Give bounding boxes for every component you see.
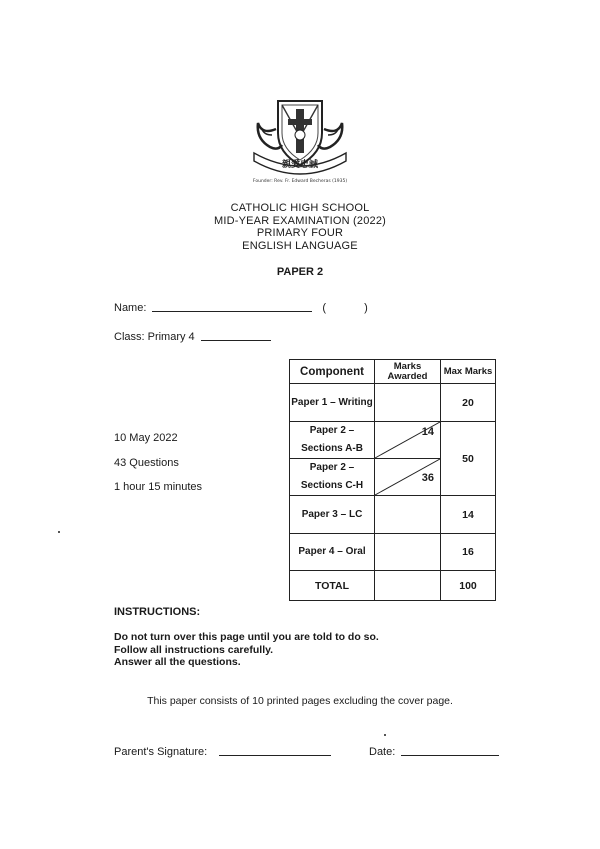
table-row xyxy=(290,534,496,571)
max-marks-cell: 16 xyxy=(441,534,496,571)
school-crest-logo xyxy=(248,95,352,187)
class-label: Class: Primary 4 xyxy=(114,331,195,343)
parent-signature-blank[interactable] xyxy=(219,754,331,756)
subject: ENGLISH LANGUAGE xyxy=(242,239,358,252)
date-label: Date: xyxy=(369,746,396,758)
row-component: Paper 4 – Oral xyxy=(290,534,375,571)
row-component: Paper 1 – Writing xyxy=(290,384,375,422)
crest-founder: Founder: Rev. Fr. Edward Becheras (1935) xyxy=(252,179,348,184)
max-marks-cell: 50 xyxy=(441,422,496,496)
row-component: Paper 2 – Sections A-B xyxy=(290,422,375,459)
instruction-line: Answer all the questions. xyxy=(114,656,241,668)
instruction-line: Do not turn over this page until you are told to do so. xyxy=(114,631,379,643)
instructions-list xyxy=(114,631,379,669)
max-marks-cell: 14 xyxy=(441,496,496,534)
class-field-row xyxy=(114,331,271,343)
header-marks-awarded: Marks Awarded xyxy=(375,360,441,384)
level: PRIMARY FOUR xyxy=(256,227,344,240)
marks-awarded-cell[interactable] xyxy=(375,496,441,534)
table-row xyxy=(290,422,496,459)
name-field-row xyxy=(114,302,368,314)
page-count-note: This paper consists of 10 printed pages excluding the cover page. xyxy=(147,695,453,707)
header-component: Component xyxy=(290,360,375,384)
exam-title: MID-YEAR EXAMINATION (2022) xyxy=(213,214,387,227)
exam-date: 10 May 2022 xyxy=(114,432,178,444)
parent-signature-label: Parent's Signature: xyxy=(114,746,208,758)
name-label: Name: xyxy=(114,302,147,314)
table-row xyxy=(290,496,496,534)
marks-awarded-cell[interactable] xyxy=(375,422,441,459)
scan-speck xyxy=(58,531,60,533)
exam-header xyxy=(0,202,600,252)
crest-motto: 親愛忠誠 xyxy=(281,160,319,170)
question-count: 43 Questions xyxy=(114,457,179,469)
total-awarded-cell[interactable] xyxy=(375,571,441,601)
total-label: TOTAL xyxy=(290,571,375,601)
exam-duration: 1 hour 15 minutes xyxy=(114,481,203,493)
school-name: CATHOLIC HIGH SCHOOL xyxy=(230,202,370,214)
total-row xyxy=(290,571,496,601)
name-blank[interactable] xyxy=(152,310,312,312)
sub-max-marks: 36 xyxy=(421,472,434,484)
marks-table xyxy=(289,359,496,601)
date-blank[interactable] xyxy=(401,754,499,756)
date-row xyxy=(369,746,499,758)
row-component: Paper 2 – Sections C-H xyxy=(290,459,375,496)
class-blank[interactable] xyxy=(201,339,271,341)
header-max-marks: Max Marks xyxy=(441,360,496,384)
marks-awarded-cell[interactable] xyxy=(375,534,441,571)
total-max-marks: 100 xyxy=(441,571,496,601)
index-paren-open: ( xyxy=(322,302,327,314)
row-component: Paper 3 – LC xyxy=(290,496,375,534)
index-paren-close: ) xyxy=(364,302,368,314)
sub-max-marks: 14 xyxy=(421,426,434,438)
paper-title: PAPER 2 xyxy=(276,266,324,278)
parent-signature-row xyxy=(114,746,331,758)
instructions-title: INSTRUCTIONS: xyxy=(114,606,201,618)
marks-awarded-cell[interactable] xyxy=(375,459,441,496)
scan-speck xyxy=(384,734,386,736)
marks-awarded-cell[interactable] xyxy=(375,384,441,422)
table-header-row xyxy=(290,360,496,384)
max-marks-cell: 20 xyxy=(441,384,496,422)
instruction-line: Follow all instructions carefully. xyxy=(114,643,274,656)
table-row xyxy=(290,384,496,422)
